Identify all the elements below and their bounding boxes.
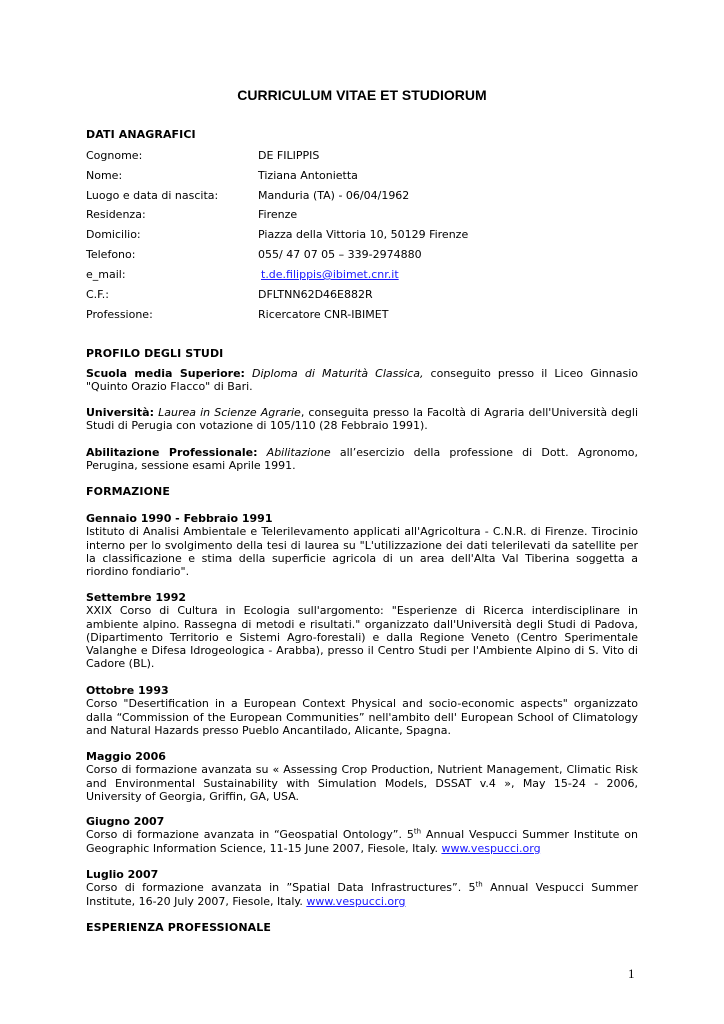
info-label: Residenza:	[86, 208, 146, 221]
entry-text: Corso di formazione avanzata in ”Spatial Data Infrastructures”. 5	[86, 881, 476, 895]
info-value: DFLTNN62D46E882R	[258, 288, 373, 301]
entry-date: Luglio 2007	[86, 868, 159, 881]
formazione-entry-3	[86, 684, 638, 737]
formazione-entry-5	[86, 815, 638, 855]
info-row-telefono	[86, 248, 638, 262]
profilo-abilitazione	[86, 446, 638, 473]
univ-label: Università:	[86, 406, 154, 419]
entry-date: Giugno 2007	[86, 815, 165, 828]
section-heading-formazione: FORMAZIONE	[86, 485, 170, 498]
univ-text: , conseguita presso la Facoltà di Agraria dell'Università degli	[300, 406, 639, 419]
entry-date: Ottobre 1993	[86, 684, 169, 697]
entry-text: ambiente alpino. Rassegna di metodi e risultati." organizzato dall'Università degli Studi di Padova,	[86, 617, 638, 631]
entry-text: dalla “Commission of the European Communities” nell'ambito dell' European School of Climatology	[86, 710, 638, 724]
info-value: Piazza della Vittoria 10, 50129 Firenze	[258, 228, 469, 241]
info-value: Tiziana Antonietta	[258, 169, 358, 182]
info-value: DE FILIPPIS	[258, 149, 320, 162]
entry-text: interno per lo svolgimento della tesi di laurea su "L'utilizzazione dei dati telerilevati da satellite per	[86, 538, 638, 552]
entry-text: Corso di formazione avanzata in “Geospatial Ontology”. 5	[86, 828, 414, 842]
abil-italic: Abilitazione	[266, 446, 331, 459]
info-row-professione	[86, 308, 638, 322]
abil-text: all’esercizio della professione di Dott. Agronomo,	[339, 446, 639, 459]
info-row-domicilio	[86, 228, 638, 242]
entry-text: Geographic Information Science, 11-15 June 2007, Fiesole, Italy.	[86, 841, 442, 855]
info-label: e_mail:	[86, 268, 126, 281]
entry-text: Valanghe e Difesa Idrogeologica - Arabba), presso il Centro Studi per l'Ambiente Alpino di S. Vito di	[86, 644, 638, 658]
formazione-entry-6	[86, 868, 638, 908]
info-row-cf	[86, 288, 638, 302]
formazione-entry-2	[86, 591, 638, 671]
info-row-cognome	[86, 149, 638, 163]
info-row-nascita	[86, 189, 638, 203]
entry-text: and Natural Hazards presso Pueblo Ancantilado, Alicante, Spagna.	[86, 723, 451, 737]
scuola-diploma: Diploma di Maturità Classica,	[252, 367, 424, 380]
section-heading-esperienza: ESPERIENZA PROFESSIONALE	[86, 921, 271, 934]
scuola-label: Scuola media Superiore:	[86, 367, 245, 380]
info-value: Manduria (TA) - 06/04/1962	[258, 189, 410, 202]
section-heading-profilo: PROFILO DEGLI STUDI	[86, 347, 224, 360]
formazione-entry-4	[86, 750, 638, 803]
entry-text: Corso di formazione avanzata su « Assessing Crop Production, Nutrient Management, Climatic Risk	[86, 763, 638, 777]
info-label: Professione:	[86, 308, 153, 321]
info-label: C.F.:	[86, 288, 109, 301]
superscript: th	[475, 880, 483, 889]
scuola-text-2: "Quinto Orazio Flacco" di Bari.	[86, 380, 253, 394]
entry-date: Settembre 1992	[86, 591, 187, 604]
page-number: 1	[628, 966, 635, 981]
entry-text: Annual Vespucci Summer Institute on	[421, 828, 638, 842]
info-row-residenza	[86, 208, 638, 222]
abil-label: Abilitazione Professionale:	[86, 446, 258, 459]
document-title: CURRICULUM VITAE ET STUDIORUM	[237, 87, 487, 103]
profilo-universita	[86, 406, 638, 433]
info-value: Firenze	[258, 208, 298, 221]
entry-text: riordino fondiario".	[86, 565, 190, 579]
entry-text: and Environmental Sustainability with Simulation Models, DSSAT v.4 », May 15-24 - 2006,	[86, 776, 638, 790]
vespucci-link[interactable]: www.vespucci.org	[441, 841, 541, 855]
info-row-email	[86, 268, 638, 282]
entry-text: Istituto di Analisi Ambientale e Telerilevamento applicati all'Agricoltura - C.N.R. di Firenze. Tirocinio	[86, 525, 638, 539]
section-heading-anagrafici: DATI ANAGRAFICI	[86, 128, 196, 141]
entry-text: Corso "Desertification in a European Context Physical and socio-economic aspects" organizzato	[86, 697, 638, 711]
entry-date: Gennaio 1990 - Febbraio 1991	[86, 512, 273, 525]
univ-text-2: Studi di Perugia con votazione di 105/110 (28 Febbraio 1991).	[86, 419, 428, 433]
scuola-text: conseguito presso il Liceo Ginnasio	[430, 367, 638, 380]
entry-date: Maggio 2006	[86, 750, 166, 763]
vespucci-link[interactable]: www.vespucci.org	[306, 894, 406, 908]
entry-text: la classificazione e stima della superficie agricola di un area dell'Alta Val Tiberina soggetta a	[86, 551, 638, 565]
info-value: 055/ 47 07 05 – 339-2974880	[258, 248, 422, 261]
superscript: th	[413, 827, 422, 836]
abil-text-2: Perugina, sessione esami Aprile 1991.	[86, 459, 296, 473]
entry-text: (Dipartimento Territorio e Sistemi Agro-forestali) e dalla Regione Veneto (Centro Sperimentale	[86, 630, 638, 644]
univ-laurea: Laurea in Scienze Agrarie	[158, 406, 301, 419]
entry-text: Annual Vespucci Summer	[482, 881, 638, 895]
profilo-scuola	[86, 367, 638, 394]
entry-text: University of Georgia, Griffin, GA, USA.	[86, 789, 300, 803]
info-label: Telefono:	[86, 248, 136, 261]
info-label: Cognome:	[86, 149, 143, 162]
info-label: Luogo e data di nascita:	[86, 189, 219, 202]
entry-text: Institute, 16-20 July 2007, Fiesole, Italy.	[86, 894, 307, 908]
email-link[interactable]: t.de.filippis@ibimet.cnr.it	[261, 268, 399, 281]
info-label: Nome:	[86, 169, 123, 182]
info-value: Ricercatore CNR-IBIMET	[258, 308, 389, 321]
info-label: Domicilio:	[86, 228, 141, 241]
formazione-entry-1	[86, 512, 638, 578]
entry-text: Cadore (BL).	[86, 657, 155, 671]
entry-text: XXIX Corso di Cultura in Ecologia sull'argomento: "Esperienze di Ricerca interdisciplinare in	[86, 604, 638, 618]
info-row-nome	[86, 169, 638, 183]
